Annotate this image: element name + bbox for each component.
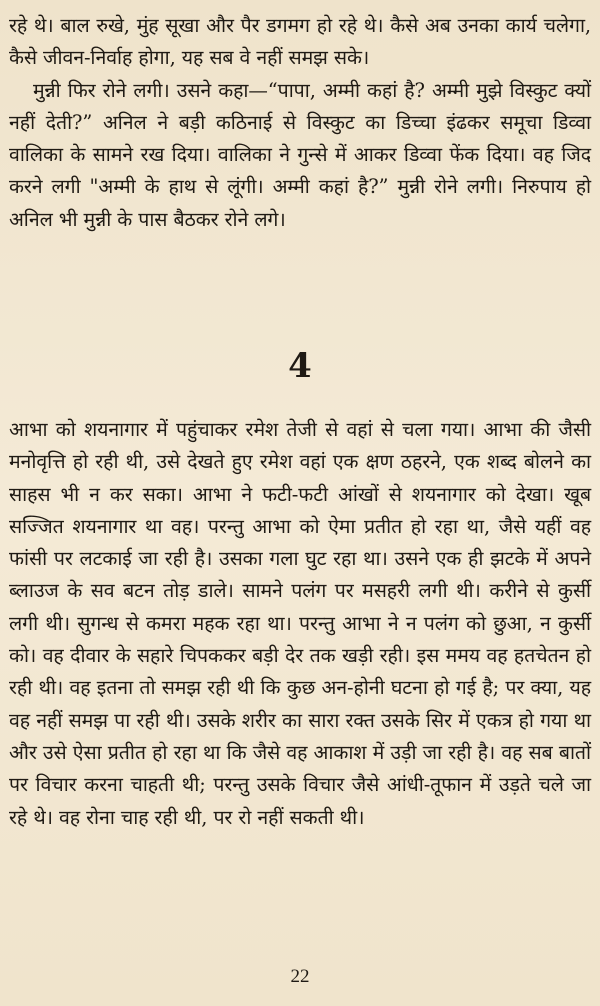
page-number: 22 xyxy=(290,966,310,987)
paragraph-2: मुन्नी फिर रोने लगी। उसने कहा—“पापा, अम्मी कहां है? अम्मी मुझे विस्कुट क्यों नहीं देती?” अनिल ने बड़ी कठिनाई से विस्कुट का डिच्चा इंढकर समूचा डिव्वा वालिका के सामने रख दिया। वालिका ने गुन्से में आकर डिव्वा फेंक दिया। वह जिद करने लगी "अम्मी के हाथ से लूंगी। अम्मी कहां है?” मुन्नी रोने लगी। निरुपाय हो अनिल भी मुन्नी के पास बैठकर रोने लगे। xyxy=(9,78,591,231)
bottom-text-block xyxy=(9,414,591,834)
paragraph-3: आभा को शयनागार में पहुंचाकर रमेश तेजी से वहां से चला गया। आभा की जैसी मनोवृत्ति हो रही थी, उसे देखते हुए रमेश वहां एक क्षण ठहरने, एक शब्द बोलने का साहस भी न कर सका। आभा ने फटी-फटी आंखों से शयनागार को देखा। खूब सज्जित शयनागार था वह। परन्तु आभा को ऐमा प्रतीत हो रहा था, जैसे यहीं वह फांसी पर लटकाई जा रही है। उसका गला घुट रहा था। उसने एक ही झटके में अपने ब्लाउज के सव बटन तोड़ डाले। सामने पलंग पर मसहरी लगी थी। करीने से कुर्सी लगी थी। सुगन्ध से कमरा महक रहा था। परन्तु आभा ने न पलंग को छुआ, न कुर्सी को। वह दीवार के सहारे चिपककर बड़ी देर तक खड़ी रही। इस ममय वह हतचेतन हो रही थी। वह इतना तो समझ रही थी कि कुछ अन-होनी घटना हो गई है; पर क्या, यह वह नहीं समझ पा रही थी। उसके शरीर का सारा रक्त उसके सिर में एकत्र हो गया था और उसे ऐसा प्रतीत हो रहा था कि जैसे वह आकाश में उड़ी जा रही है। वह सब बातों पर विचार करना चाहती थी; परन्तु उसके विचार जैसे आंधी-तूफान में उड़ते चले जा रहे थे। वह रोना चाह रही थी, पर रो नहीं सकती थी। xyxy=(9,418,591,829)
chapter-number: 4 xyxy=(288,346,312,386)
top-text-block xyxy=(9,10,591,236)
paragraph-1: रहे थे। बाल रुखे, मुंह सूखा और पैर डगमग हो रहे थे। कैसे अब उनका कार्य चलेगा, कैसे जीवन-निर्वाह होगा, यह सब वे नहीं समझ सके। xyxy=(9,14,591,70)
